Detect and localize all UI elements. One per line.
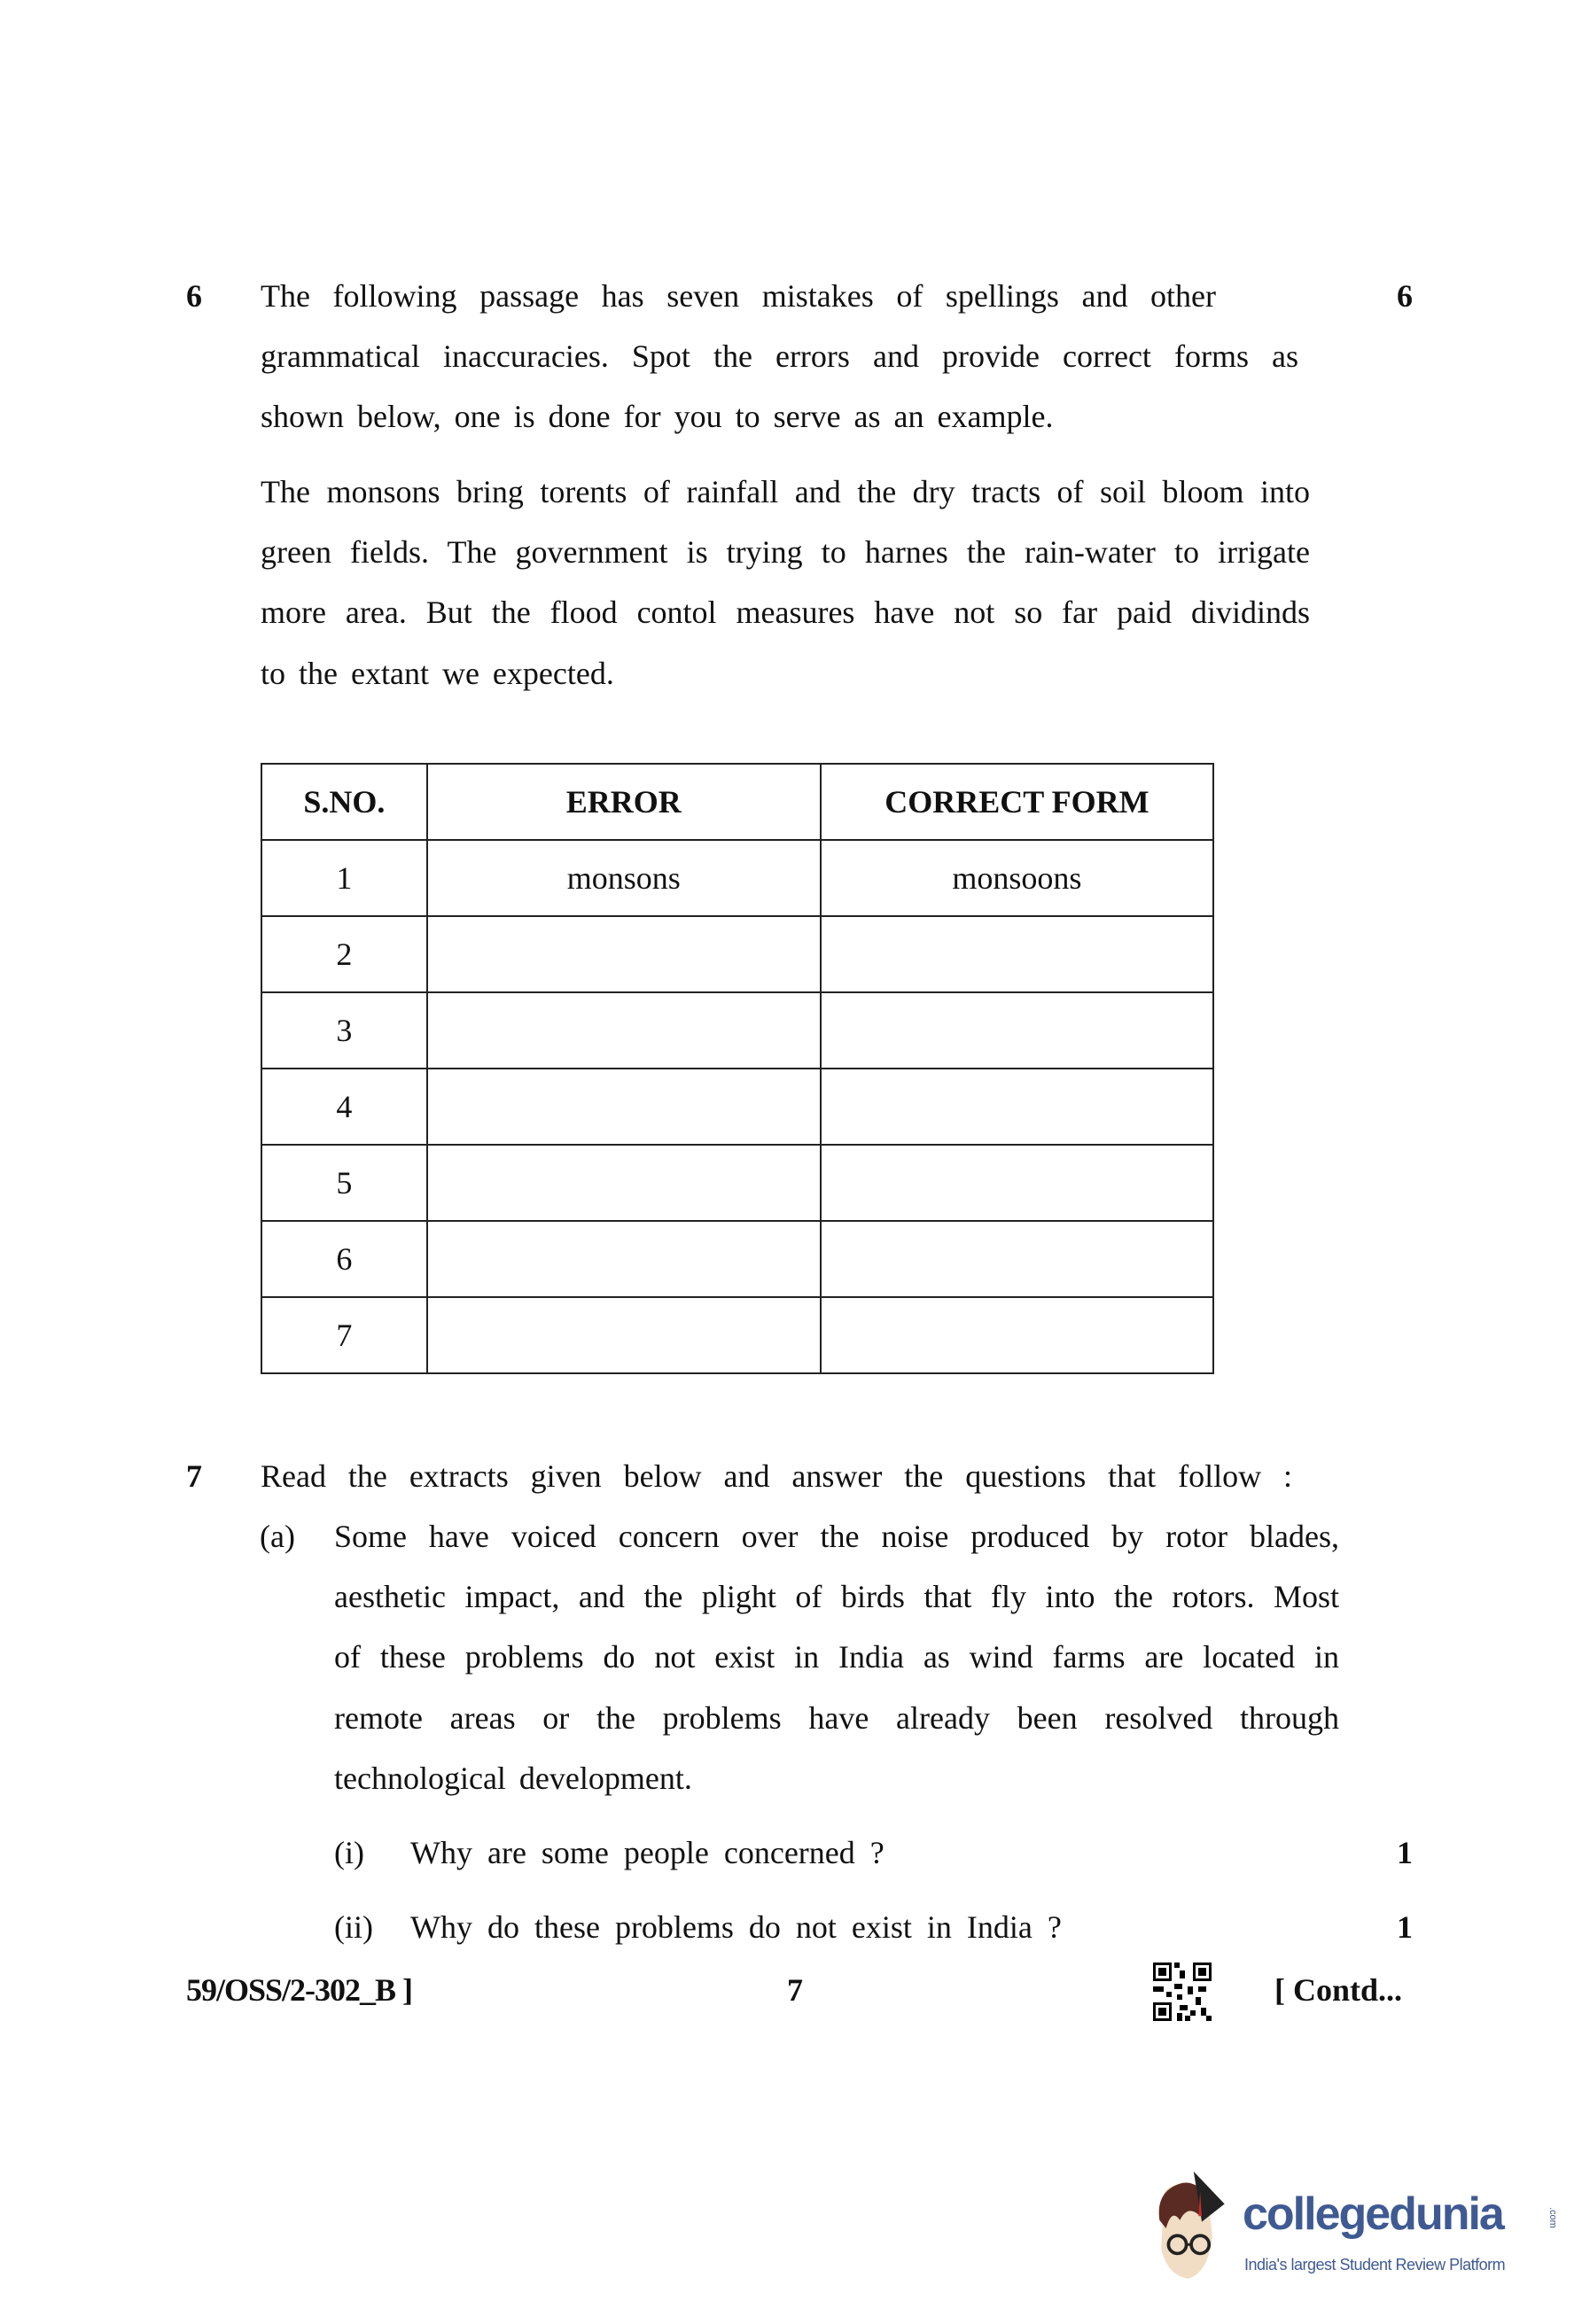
header-error: ERROR xyxy=(427,764,821,840)
sub-question-label: (i) xyxy=(334,1835,364,1870)
sub-question-label: (ii) xyxy=(334,1909,373,1945)
cell-error xyxy=(427,916,821,992)
table-row xyxy=(261,1221,1213,1297)
sub-question-marks: 1 xyxy=(1397,1835,1413,1870)
error-correction-table xyxy=(261,763,1214,1374)
cell-sno: 4 xyxy=(261,1069,427,1145)
part-label: (a) xyxy=(260,1519,295,1554)
cell-correct xyxy=(821,1221,1213,1297)
passage-line: The monsons bring torents of rainfall and the dry tracts of soil bloom into xyxy=(261,474,1310,509)
table-row xyxy=(261,1297,1213,1373)
header-sno: S.NO. xyxy=(261,764,427,840)
extract-line: remote areas or the problems have already been resolved through xyxy=(334,1700,1339,1736)
brand-suffix: .com xyxy=(1547,2207,1558,2228)
brand-tagline: India's largest Student Review Platform xyxy=(1244,2256,1506,2273)
cell-error: monsons xyxy=(427,840,821,916)
cell-correct xyxy=(821,1297,1213,1373)
cell-error xyxy=(427,992,821,1069)
table-row xyxy=(261,916,1213,992)
cell-correct xyxy=(821,916,1213,992)
cell-correct xyxy=(821,1069,1213,1145)
cell-error xyxy=(427,1069,821,1145)
sub-question-text: Why are some people concerned ? xyxy=(410,1835,885,1870)
brand-name: collegedunia xyxy=(1243,2188,1503,2240)
cell-error xyxy=(427,1221,821,1297)
cell-sno: 6 xyxy=(261,1221,427,1297)
mascot-icon xyxy=(1143,2166,1241,2290)
page-number: 7 xyxy=(787,1972,803,2008)
extract-line: of these problems do not exist in India as wind farms are located in xyxy=(334,1639,1339,1675)
cell-sno: 3 xyxy=(261,992,427,1069)
header-correct-form: CORRECT FORM xyxy=(821,764,1213,840)
paper-code: 59/OSS/2-302_B ] xyxy=(186,1972,413,2008)
passage-line: to the extant we expected. xyxy=(261,656,614,691)
table-row xyxy=(261,1145,1213,1221)
instruction-line: The following passage has seven mistakes of spellings and other xyxy=(261,278,1216,314)
cell-sno: 1 xyxy=(261,840,427,916)
cell-error xyxy=(427,1145,821,1221)
cell-correct: monsoons xyxy=(821,840,1213,916)
sub-question-marks: 1 xyxy=(1397,1909,1413,1945)
cell-correct xyxy=(821,992,1213,1069)
cell-error xyxy=(427,1297,821,1373)
extract-line: technological development. xyxy=(334,1760,692,1796)
passage-line: more area. But the flood contol measures have not so far paid dividinds xyxy=(261,595,1310,630)
extract-line: aesthetic impact, and the plight of birds that fly into the rotors. Most xyxy=(334,1579,1339,1614)
table-row xyxy=(261,992,1213,1069)
instruction-line: shown below, one is done for you to serve as an example. xyxy=(261,399,1054,434)
table-header-row xyxy=(261,764,1213,840)
question-marks: 6 xyxy=(1397,278,1413,314)
continued-label: [ Contd... xyxy=(1274,1972,1403,2008)
question-number: 7 xyxy=(186,1458,202,1494)
cell-sno: 5 xyxy=(261,1145,427,1221)
collegedunia-logo xyxy=(1143,2166,1569,2290)
passage-line: green fields. The government is trying to harnes the rain-water to irrigate xyxy=(261,534,1310,570)
cell-correct xyxy=(821,1145,1213,1221)
table-row xyxy=(261,1069,1213,1145)
question-number: 6 xyxy=(186,278,202,314)
cell-sno: 2 xyxy=(261,916,427,992)
table-row xyxy=(261,840,1213,916)
cell-sno: 7 xyxy=(261,1297,427,1373)
sub-question-text: Why do these problems do not exist in India ? xyxy=(410,1909,1062,1945)
instruction-line: grammatical inaccuracies. Spot the errors and provide correct forms as xyxy=(261,338,1298,374)
question-intro: Read the extracts given below and answer the questions that follow : xyxy=(261,1458,1292,1494)
qr-code-icon xyxy=(1153,1963,1212,2021)
extract-line: Some have voiced concern over the noise produced by rotor blades, xyxy=(334,1519,1339,1554)
